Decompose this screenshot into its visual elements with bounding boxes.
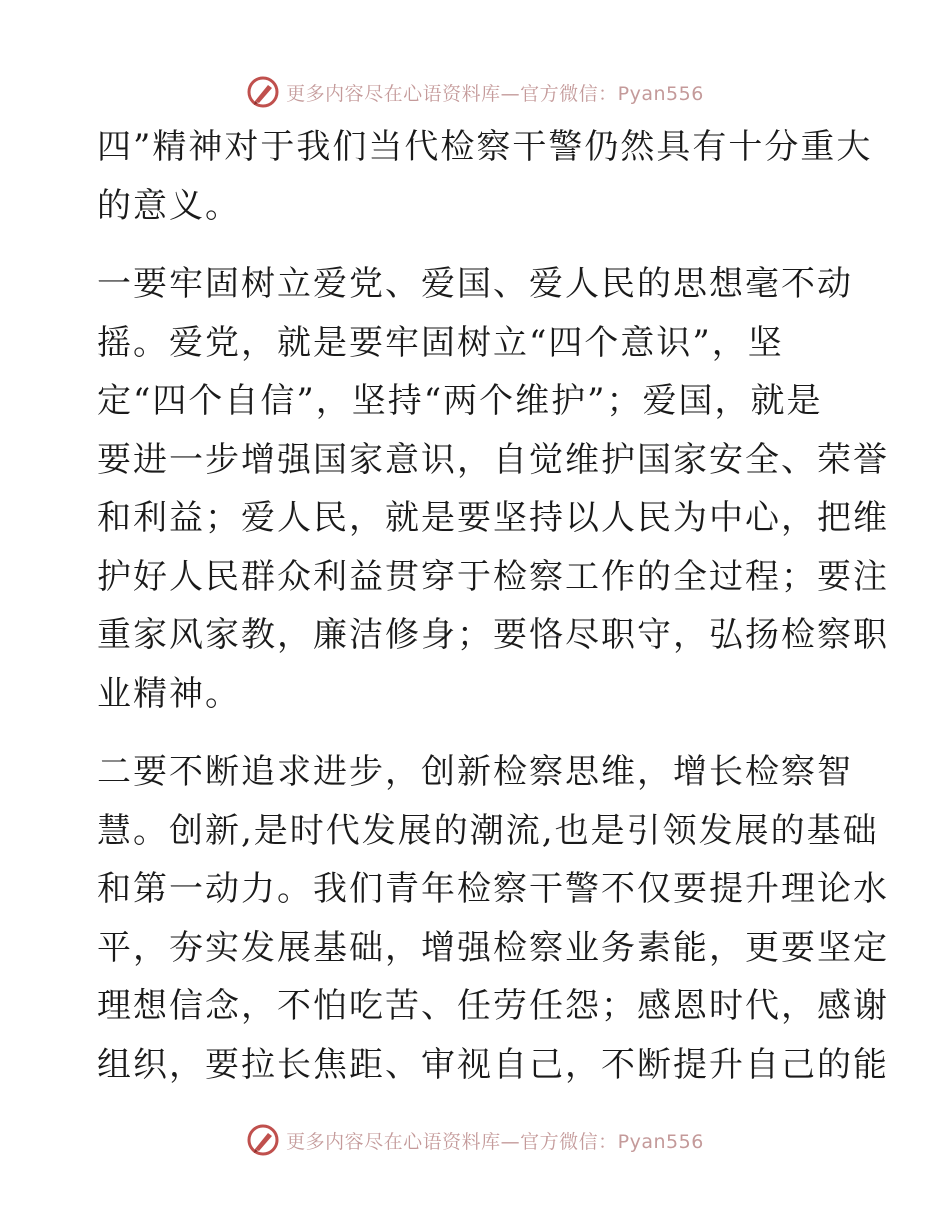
watermark-text: 更多内容尽在心语资料库—官方微信：Pyan556 [286,82,704,105]
pen-logo-icon [246,75,280,109]
text-line: 重家风家教，廉洁修身；要恪尽职守，弘扬检察职 [97,615,889,655]
text-line: 理想信念，不怕吃苦、任劳任怨；感恩时代，感谢 [97,986,889,1026]
text-line: 组织，要拉长焦距、审视自己，不断提升自己的能 [97,1044,889,1085]
text-line: 一要牢固树立爱党、爱国、爱人民的思想毫不动 [97,264,853,304]
text-line: 的意义。 [97,185,241,226]
paragraph [97,743,889,1094]
text-line: 定“四个自信”，坚持“两个维护”；爱国，就是 [97,381,823,421]
text-line: 平，夯实发展基础，增强检察业务素能，更要坚定 [97,927,889,968]
footer-watermark [0,1120,950,1160]
text-line: 护好人民群众利益贯穿于检察工作的全过程；要注 [97,556,889,597]
document-body [97,118,889,1094]
text-line: 摇。爱党，就是要牢固树立“四个意识”，坚 [97,322,784,363]
text-line: 要进一步增强国家意识，自觉维护国家安全、荣誉 [97,439,889,480]
paragraph [97,118,873,235]
watermark-text: 更多内容尽在心语资料库—官方微信：Pyan556 [286,1130,704,1153]
text-line: 业精神。 [97,673,241,714]
text-line: 二要不断追求进步，创新检察思维，增长检察智 [97,752,853,792]
text-line: 和第一动力。我们青年检察干警不仅要提升理论水 [97,869,889,909]
text-line: 慧。创新,是时代发展的潮流,也是引领发展的基础 [97,810,879,851]
paragraph [97,255,889,723]
pen-logo-icon [246,1123,280,1157]
header-watermark [0,72,950,112]
text-line: 四”精神对于我们当代检察干警仍然具有十分重大 [97,127,873,167]
text-line: 和利益；爱人民，就是要坚持以人民为中心，把维 [97,498,889,538]
